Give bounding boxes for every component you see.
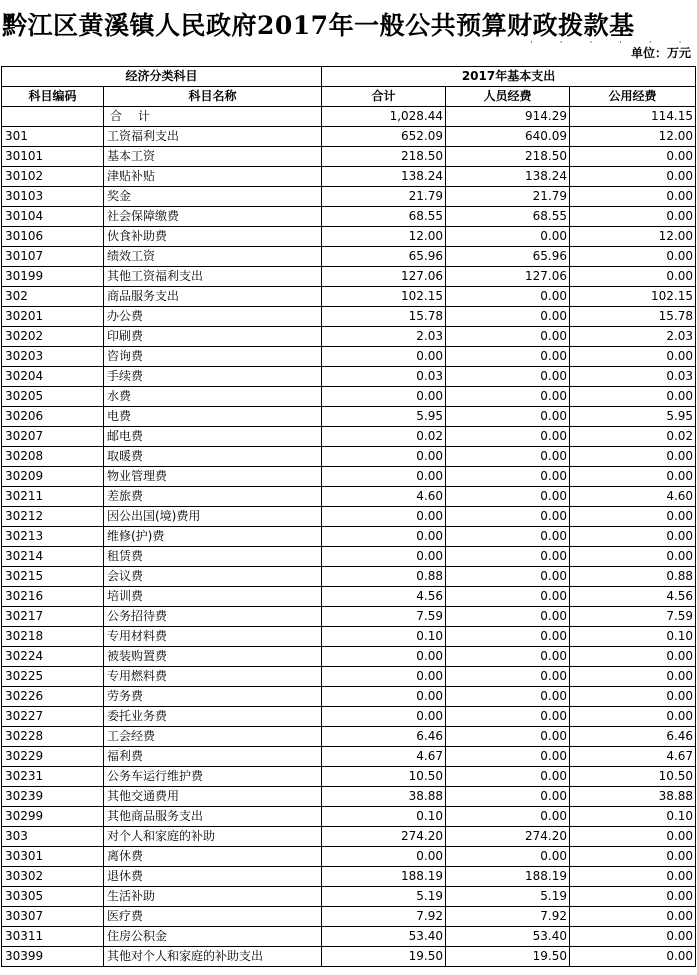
- row-personnel: 0.00: [446, 467, 570, 487]
- row-public: 12.00: [570, 127, 696, 147]
- row-code: 30231: [2, 767, 104, 787]
- row-personnel: 218.50: [446, 147, 570, 167]
- row-total: 218.50: [322, 147, 446, 167]
- table-row: [2, 547, 696, 567]
- row-total: 0.03: [322, 367, 446, 387]
- row-personnel: 0.00: [446, 687, 570, 707]
- table-row: [2, 507, 696, 527]
- table-row: [2, 127, 696, 147]
- table-row: [2, 527, 696, 547]
- row-personnel: 65.96: [446, 247, 570, 267]
- row-total: 652.09: [322, 127, 446, 147]
- row-total: 5.19: [322, 887, 446, 907]
- table-row: [2, 887, 696, 907]
- row-personnel: 0.00: [446, 607, 570, 627]
- row-code: 30101: [2, 147, 104, 167]
- row-name: 生活补助: [104, 887, 322, 907]
- faint-header-marks: · · · · · ·: [530, 38, 694, 48]
- row-name: 工会经费: [104, 727, 322, 747]
- row-personnel: 188.19: [446, 867, 570, 887]
- row-total: 4.60: [322, 487, 446, 507]
- row-public: 0.00: [570, 707, 696, 727]
- row-personnel: 0.00: [446, 407, 570, 427]
- row-total: 21.79: [322, 187, 446, 207]
- row-total: 1,028.44: [322, 107, 446, 127]
- row-code: 30102: [2, 167, 104, 187]
- row-code: 30227: [2, 707, 104, 727]
- row-personnel: 0.00: [446, 447, 570, 467]
- row-name: 劳务费: [104, 687, 322, 707]
- row-code: 30226: [2, 687, 104, 707]
- row-code: 30201: [2, 307, 104, 327]
- row-public: 0.88: [570, 567, 696, 587]
- row-personnel: 0.00: [446, 367, 570, 387]
- row-total: 5.95: [322, 407, 446, 427]
- row-personnel: 0.00: [446, 347, 570, 367]
- header-public: 公用经费: [570, 87, 696, 107]
- row-public: 4.67: [570, 747, 696, 767]
- row-public: 0.00: [570, 687, 696, 707]
- table-row: [2, 747, 696, 767]
- row-name: 工资福利支出: [104, 127, 322, 147]
- row-code: 30229: [2, 747, 104, 767]
- row-name: 医疗费: [104, 907, 322, 927]
- row-name: 差旅费: [104, 487, 322, 507]
- row-name: 租赁费: [104, 547, 322, 567]
- row-personnel: 0.00: [446, 567, 570, 587]
- row-personnel: 0.00: [446, 427, 570, 447]
- row-name: 住房公积金: [104, 927, 322, 947]
- table-row: [2, 307, 696, 327]
- row-total: 4.56: [322, 587, 446, 607]
- table-row: [2, 807, 696, 827]
- row-personnel: 0.00: [446, 227, 570, 247]
- table-row: [2, 787, 696, 807]
- row-public: 0.00: [570, 247, 696, 267]
- row-personnel: 0.00: [446, 507, 570, 527]
- table-row: [2, 647, 696, 667]
- row-total: 0.00: [322, 647, 446, 667]
- row-personnel: 0.00: [446, 667, 570, 687]
- table-row: [2, 947, 696, 967]
- row-name: 福利费: [104, 747, 322, 767]
- row-name: 对个人和家庭的补助: [104, 827, 322, 847]
- row-name: 取暖费: [104, 447, 322, 467]
- row-code: 30212: [2, 507, 104, 527]
- row-code: 301: [2, 127, 104, 147]
- row-personnel: 0.00: [446, 327, 570, 347]
- row-public: 12.00: [570, 227, 696, 247]
- header-group-row: [2, 67, 696, 87]
- row-code: 30213: [2, 527, 104, 547]
- row-name: 公务车运行维护费: [104, 767, 322, 787]
- row-code: 303: [2, 827, 104, 847]
- table-row: [2, 187, 696, 207]
- row-personnel: 0.00: [446, 547, 570, 567]
- table-row: [2, 907, 696, 927]
- row-personnel: 0.00: [446, 587, 570, 607]
- table-row: [2, 567, 696, 587]
- row-code: 30206: [2, 407, 104, 427]
- row-personnel: 0.00: [446, 747, 570, 767]
- table-row: [2, 767, 696, 787]
- row-name: 会议费: [104, 567, 322, 587]
- table-row: [2, 267, 696, 287]
- row-code: 30228: [2, 727, 104, 747]
- row-code: 30305: [2, 887, 104, 907]
- row-name: 其他商品服务支出: [104, 807, 322, 827]
- table-row: [2, 707, 696, 727]
- row-personnel: 0.00: [446, 847, 570, 867]
- row-name: 离休费: [104, 847, 322, 867]
- row-total: 0.88: [322, 567, 446, 587]
- row-code: 30203: [2, 347, 104, 367]
- row-public: 15.78: [570, 307, 696, 327]
- row-public: 0.00: [570, 667, 696, 687]
- row-name: 其他交通费用: [104, 787, 322, 807]
- row-code: 30107: [2, 247, 104, 267]
- header-code: 科目编码: [2, 87, 104, 107]
- header-basic-expenditure: 2017年基本支出: [322, 67, 696, 87]
- table-row: [2, 467, 696, 487]
- row-public: 0.00: [570, 827, 696, 847]
- row-name: 被装购置费: [104, 647, 322, 667]
- row-public: 0.00: [570, 927, 696, 947]
- row-code: 30104: [2, 207, 104, 227]
- table-row: [2, 847, 696, 867]
- row-public: 4.56: [570, 587, 696, 607]
- row-name: 商品服务支出: [104, 287, 322, 307]
- row-public: 0.00: [570, 547, 696, 567]
- row-total: 0.00: [322, 507, 446, 527]
- row-personnel: 21.79: [446, 187, 570, 207]
- row-total: 19.50: [322, 947, 446, 967]
- row-code: 302: [2, 287, 104, 307]
- row-public: 6.46: [570, 727, 696, 747]
- row-public: 5.95: [570, 407, 696, 427]
- row-public: 0.00: [570, 527, 696, 547]
- row-public: 0.00: [570, 447, 696, 467]
- row-total: 53.40: [322, 927, 446, 947]
- row-name: 咨询费: [104, 347, 322, 367]
- page-title: 黔江区黄溪镇人民政府2017年一般公共预算财政拨款基: [2, 11, 635, 40]
- row-code: 30302: [2, 867, 104, 887]
- row-code: 30301: [2, 847, 104, 867]
- row-code: 30208: [2, 447, 104, 467]
- row-name: 专用燃料费: [104, 667, 322, 687]
- row-name: 社会保障缴费: [104, 207, 322, 227]
- row-total: 0.00: [322, 387, 446, 407]
- row-total: 0.00: [322, 527, 446, 547]
- row-name: 其他工资福利支出: [104, 267, 322, 287]
- row-public: 114.15: [570, 107, 696, 127]
- row-code: 30307: [2, 907, 104, 927]
- row-name: 伙食补助费: [104, 227, 322, 247]
- table-row: [2, 287, 696, 307]
- table-body: [2, 107, 696, 967]
- row-public: 0.00: [570, 167, 696, 187]
- row-personnel: 0.00: [446, 387, 570, 407]
- row-name: 印刷费: [104, 327, 322, 347]
- table-row: [2, 147, 696, 167]
- row-code: 30224: [2, 647, 104, 667]
- table-row: [2, 107, 696, 127]
- row-public: 0.02: [570, 427, 696, 447]
- row-name: 因公出国(境)费用: [104, 507, 322, 527]
- row-personnel: 127.06: [446, 267, 570, 287]
- row-total: 0.00: [322, 467, 446, 487]
- row-total: 0.00: [322, 347, 446, 367]
- table-row: [2, 367, 696, 387]
- table-row: [2, 167, 696, 187]
- header-name: 科目名称: [104, 87, 322, 107]
- budget-table: [1, 66, 696, 967]
- row-name: 培训费: [104, 587, 322, 607]
- row-name: 专用材料费: [104, 627, 322, 647]
- header-economic-category: 经济分类科目: [2, 67, 322, 87]
- table-row: [2, 387, 696, 407]
- row-total: 0.00: [322, 447, 446, 467]
- row-personnel: 274.20: [446, 827, 570, 847]
- table-row: [2, 427, 696, 447]
- row-total: 0.10: [322, 627, 446, 647]
- row-total: 65.96: [322, 247, 446, 267]
- row-personnel: 0.00: [446, 287, 570, 307]
- table-row: [2, 927, 696, 947]
- row-public: 0.00: [570, 187, 696, 207]
- row-code: [2, 107, 104, 127]
- row-public: 0.00: [570, 947, 696, 967]
- row-name: 奖金: [104, 187, 322, 207]
- row-code: 30205: [2, 387, 104, 407]
- table-row: [2, 247, 696, 267]
- table-row: [2, 327, 696, 347]
- row-public: 0.00: [570, 507, 696, 527]
- row-code: 30399: [2, 947, 104, 967]
- row-public: 0.10: [570, 627, 696, 647]
- table-row: [2, 227, 696, 247]
- row-total: 0.00: [322, 847, 446, 867]
- row-name: 办公费: [104, 307, 322, 327]
- row-public: 0.00: [570, 867, 696, 887]
- row-personnel: 7.92: [446, 907, 570, 927]
- row-code: 30215: [2, 567, 104, 587]
- row-public: 0.10: [570, 807, 696, 827]
- row-code: 30299: [2, 807, 104, 827]
- table-row: [2, 607, 696, 627]
- row-total: 102.15: [322, 287, 446, 307]
- row-code: 30209: [2, 467, 104, 487]
- table-row: [2, 827, 696, 847]
- row-total: 4.67: [322, 747, 446, 767]
- header-column-row: [2, 87, 696, 107]
- row-code: 30218: [2, 627, 104, 647]
- row-code: 30106: [2, 227, 104, 247]
- row-personnel: 5.19: [446, 887, 570, 907]
- row-personnel: 53.40: [446, 927, 570, 947]
- row-public: 38.88: [570, 787, 696, 807]
- row-public: 0.00: [570, 147, 696, 167]
- table-row: [2, 667, 696, 687]
- row-personnel: 0.00: [446, 527, 570, 547]
- row-name: 公务招待费: [104, 607, 322, 627]
- row-total: 2.03: [322, 327, 446, 347]
- row-total: 7.92: [322, 907, 446, 927]
- row-public: 0.00: [570, 207, 696, 227]
- row-total: 127.06: [322, 267, 446, 287]
- row-name: 水费: [104, 387, 322, 407]
- row-public: 0.03: [570, 367, 696, 387]
- row-personnel: 640.09: [446, 127, 570, 147]
- table-row: [2, 687, 696, 707]
- unit-label: 单位：万元: [630, 46, 691, 60]
- row-public: 0.00: [570, 467, 696, 487]
- row-name: 绩效工资: [104, 247, 322, 267]
- row-name: 电费: [104, 407, 322, 427]
- row-code: 30199: [2, 267, 104, 287]
- row-total: 0.00: [322, 707, 446, 727]
- row-personnel: 0.00: [446, 767, 570, 787]
- row-public: 0.00: [570, 267, 696, 287]
- row-personnel: 0.00: [446, 787, 570, 807]
- row-code: 30217: [2, 607, 104, 627]
- row-total: 0.00: [322, 687, 446, 707]
- row-public: 0.00: [570, 907, 696, 927]
- row-total: 68.55: [322, 207, 446, 227]
- row-total: 0.00: [322, 667, 446, 687]
- row-total: 0.02: [322, 427, 446, 447]
- row-total: 138.24: [322, 167, 446, 187]
- row-public: 0.00: [570, 347, 696, 367]
- row-personnel: 0.00: [446, 627, 570, 647]
- table-row: [2, 407, 696, 427]
- row-code: 30311: [2, 927, 104, 947]
- header-total: 合计: [322, 87, 446, 107]
- row-public: 0.00: [570, 847, 696, 867]
- row-public: 0.00: [570, 647, 696, 667]
- row-name: 维修(护)费: [104, 527, 322, 547]
- row-name: 物业管理费: [104, 467, 322, 487]
- table-row: [2, 207, 696, 227]
- row-name: 津贴补贴: [104, 167, 322, 187]
- row-total: 15.78: [322, 307, 446, 327]
- row-name: 退休费: [104, 867, 322, 887]
- row-public: 10.50: [570, 767, 696, 787]
- row-public: 0.00: [570, 387, 696, 407]
- row-total: 188.19: [322, 867, 446, 887]
- row-code: 30202: [2, 327, 104, 347]
- row-personnel: 0.00: [446, 807, 570, 827]
- row-total: 12.00: [322, 227, 446, 247]
- row-public: 0.00: [570, 887, 696, 907]
- row-public: 7.59: [570, 607, 696, 627]
- row-code: 30216: [2, 587, 104, 607]
- row-code: 30214: [2, 547, 104, 567]
- row-code: 30211: [2, 487, 104, 507]
- table-row: [2, 347, 696, 367]
- row-code: 30204: [2, 367, 104, 387]
- row-code: 30103: [2, 187, 104, 207]
- row-personnel: 0.00: [446, 727, 570, 747]
- row-code: 30207: [2, 427, 104, 447]
- row-name: 基本工资: [104, 147, 322, 167]
- row-personnel: 19.50: [446, 947, 570, 967]
- row-name: 其他对个人和家庭的补助支出: [104, 947, 322, 967]
- row-personnel: 0.00: [446, 307, 570, 327]
- row-total: 6.46: [322, 727, 446, 747]
- row-personnel: 0.00: [446, 647, 570, 667]
- table-row: [2, 727, 696, 747]
- row-total: 0.00: [322, 547, 446, 567]
- row-code: 30239: [2, 787, 104, 807]
- header-personnel: 人员经费: [446, 87, 570, 107]
- table-row: [2, 487, 696, 507]
- row-public: 2.03: [570, 327, 696, 347]
- row-code: 30225: [2, 667, 104, 687]
- table-row: [2, 627, 696, 647]
- row-public: 4.60: [570, 487, 696, 507]
- table-row: [2, 447, 696, 467]
- row-personnel: 138.24: [446, 167, 570, 187]
- row-total: 10.50: [322, 767, 446, 787]
- row-personnel: 0.00: [446, 487, 570, 507]
- row-name: 委托业务费: [104, 707, 322, 727]
- row-name: 手续费: [104, 367, 322, 387]
- row-total: 7.59: [322, 607, 446, 627]
- table-row: [2, 867, 696, 887]
- row-name: 邮电费: [104, 427, 322, 447]
- row-personnel: 68.55: [446, 207, 570, 227]
- row-total: 0.10: [322, 807, 446, 827]
- row-total: 274.20: [322, 827, 446, 847]
- row-personnel: 0.00: [446, 707, 570, 727]
- row-total: 38.88: [322, 787, 446, 807]
- table-row: [2, 587, 696, 607]
- row-public: 102.15: [570, 287, 696, 307]
- row-name: 合 计: [104, 107, 322, 127]
- row-personnel: 914.29: [446, 107, 570, 127]
